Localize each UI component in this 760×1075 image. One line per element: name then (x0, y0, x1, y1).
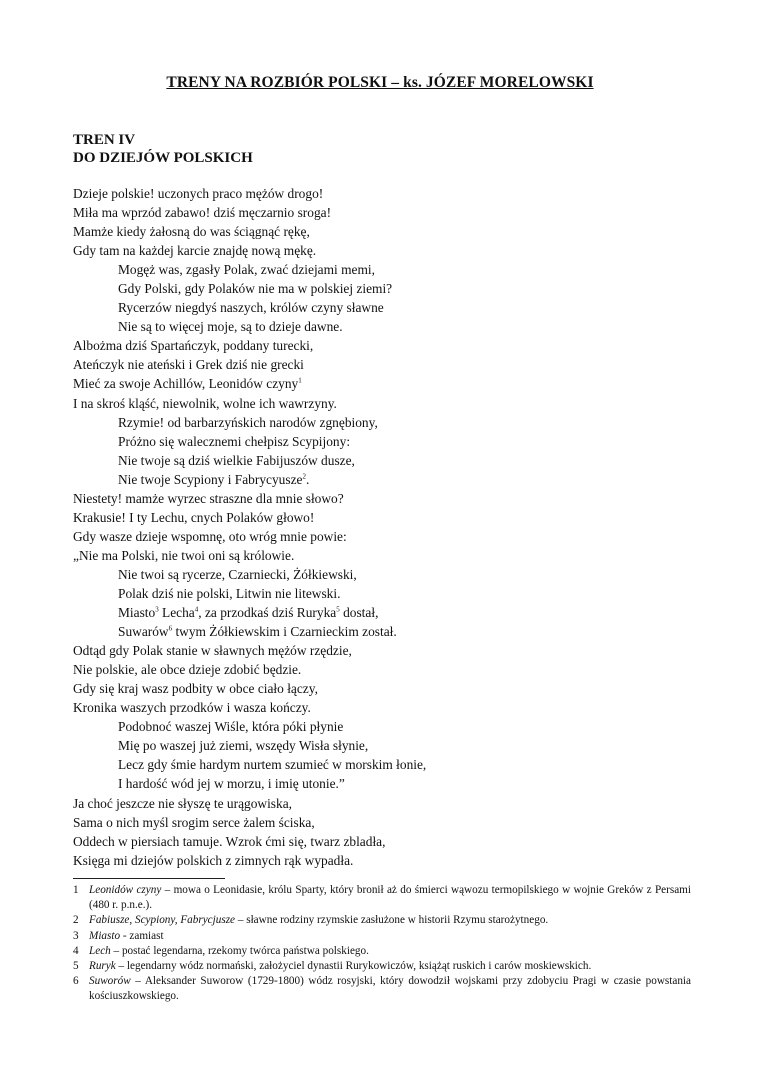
footnote-body (89, 883, 691, 913)
poem-line-text: I hardość wód jej w morzu, i imię utonie.” (118, 776, 345, 792)
poem-line-text: Gdy tam na każdej karcie znajdę nową mękę. (73, 243, 317, 259)
footnote (73, 959, 691, 974)
poem-title: DO DZIEJÓW POLSKICH (73, 150, 253, 166)
poem-line-text: Mię po waszej już ziemi, wszędy Wisła słynie, (118, 738, 369, 754)
footnotes (73, 883, 691, 1005)
poem-line-text: Nie polskie, ale obce dzieje zdobić będzie. (73, 662, 302, 678)
poem-line-text: Kronika waszych przodków i wasza kończy. (73, 700, 311, 716)
poem-line-text: Próżno się walecznemi chełpisz Scypijony: (118, 433, 351, 449)
poem-line-text: Gdy Polski, gdy Polaków nie ma w polskiej ziemi? (118, 281, 393, 297)
poem-number: TREN IV (73, 132, 136, 148)
poem-line (73, 794, 713, 813)
poem-line-text: Sama o nich myśl srogim serce żalem ściska, (73, 814, 315, 830)
poem-line (73, 527, 713, 546)
footnote-separator (73, 878, 225, 879)
poem-line-text: Ateńczyk nie ateński i Grek dziś nie grecki (73, 357, 304, 373)
poem-line-text: Ja choć jeszcze nie słyszę te urągowiska, (73, 795, 292, 811)
footnote-term: Ruryk (89, 960, 116, 973)
poem-line (73, 279, 713, 298)
poem-line (73, 641, 713, 660)
poem-line-text: Lecha (158, 605, 195, 621)
footnote-text: – legendarny wódz normański, założyciel dynastii Rurykowiczów, książąt ruskich i carów moskiewskich. (115, 960, 592, 973)
footnote-term: Miasto (89, 929, 121, 942)
poem-line-text: Dzieje polskie! uczonych praco mężów drogo! (73, 186, 324, 201)
poem-line (73, 660, 713, 679)
footnote-body (89, 974, 691, 1004)
footnote (73, 883, 691, 913)
footnote-ref: 5 (336, 605, 340, 614)
poem-line (73, 813, 713, 832)
footnote-body (89, 913, 691, 928)
footnote-body (89, 959, 691, 974)
poem-line-text: Księga mi dziejów polskich z zimnych rąk wypadła. (73, 852, 354, 868)
poem-line (73, 432, 713, 451)
poem-line (73, 451, 713, 470)
poem-line-text: dostał, (339, 605, 379, 621)
poem-line-text: Miła ma wprzód zabawo! dziś męczarnio sroga! (73, 205, 332, 221)
poem-line (73, 241, 713, 260)
footnote-text: – Aleksander Suworow (1729-1800) wódz rosyjski, który dowodził wojskami przy zdobyciu Pragi w czasie powstania kościuszkowskiego. (89, 975, 691, 1003)
poem-line (73, 622, 713, 641)
poem-line (73, 832, 713, 851)
poem-line-punct: . (305, 471, 310, 487)
footnote-number: 4 (73, 944, 79, 957)
footnote (73, 974, 691, 1004)
poem-line-text: twym Żółkiewskim i Czarnieckim został. (172, 624, 397, 640)
poem-line-text: Mogęż was, zgasły Polak, zwać dziejami memi, (118, 262, 375, 278)
poem-line-text: Miasto (118, 605, 156, 621)
footnote-text: – sławne rodziny rzymskie zasłużone w historii Rzymu starożytnego. (235, 914, 549, 927)
poem-line (73, 755, 713, 774)
footnote-ref: 3 (155, 605, 159, 614)
poem-line (73, 298, 713, 317)
poem-line-text: Mieć za swoje Achillów, Leonidów czyny (73, 376, 299, 392)
footnote-number: 3 (73, 929, 79, 942)
footnote (73, 944, 691, 959)
footnote (73, 913, 691, 928)
poem-line (73, 565, 713, 584)
footnote (73, 929, 691, 944)
poem-line (73, 736, 713, 755)
poem-line (73, 717, 713, 736)
footnote-body (89, 929, 691, 944)
poem-line (73, 774, 713, 793)
footnote-text: – postać legendarna, rzekomy twórca państwa polskiego. (110, 944, 369, 957)
poem-line (73, 413, 713, 432)
poem-line (73, 679, 713, 698)
poem-line-text: Lecz gdy śmie hardym nurtem szumieć w morskim łonie, (118, 757, 427, 773)
footnote-text: – mowa o Leonidasie, królu Sparty, który bronił aż do śmierci wąwozu termopilskiego w wojnie Greków z Persami (480 r. p.n.e.). (89, 884, 691, 912)
footnote-body (89, 944, 691, 959)
poem-line (73, 470, 713, 489)
footnote-term: Lech (89, 944, 111, 957)
footnote-term: Leonidów czyny (89, 884, 162, 896)
poem-line-text: Polak dziś nie polski, Litwin nie litewski. (118, 585, 341, 601)
poem-line (73, 203, 713, 222)
poem-line-text: Albożma dziś Spartańczyk, poddany turecki, (73, 338, 314, 354)
poem-line (73, 698, 713, 717)
poem-line (73, 260, 713, 279)
poem-line (73, 851, 713, 870)
poem-line-text: Podobnoć waszej Wiśle, która póki płynie (118, 719, 344, 735)
footnote-ref: 2 (302, 472, 306, 481)
poem-heading (73, 131, 253, 167)
footnote-number: 6 (73, 975, 79, 988)
poem-line-text: I na skroś kląść, niewolnik, wolne ich wawrzyny. (73, 395, 337, 411)
poem-line (73, 355, 713, 374)
footnote-ref: 1 (298, 377, 302, 385)
poem-line (73, 489, 713, 508)
poem-line (73, 603, 713, 622)
footnote-number: 2 (73, 914, 79, 927)
poem-line-text: Niestety! mamże wyrzec straszne dla mnie słowo? (73, 490, 344, 506)
footnote-ref: 6 (168, 624, 173, 633)
poem-line (73, 508, 713, 527)
document-title: TRENY NA ROZBIÓR POLSKI – ks. JÓZEF MORELOWSKI (166, 74, 594, 91)
poem-line-text: „Nie ma Polski, nie twoi oni są królowie. (73, 547, 295, 563)
poem-line-text: Rzymie! od barbarzyńskich narodów zgnębiony, (118, 414, 378, 430)
poem-line-text: Gdy się kraj wasz podbity w obce ciało łączy, (73, 681, 318, 697)
poem-body (73, 184, 713, 870)
poem-line (73, 184, 713, 203)
poem-line (73, 374, 713, 393)
poem-line-text: Gdy wasze dzieje wspomnę, oto wróg mnie powie: (73, 528, 347, 544)
poem-line-text: , za przodkaś dziś Ruryka (198, 605, 337, 621)
poem-line (73, 317, 713, 336)
poem-line-text: Mamże kiedy żałosną do was ściągnąć rękę, (73, 224, 310, 240)
poem-line (73, 394, 713, 413)
poem-line-text: Nie twoi są rycerze, Czarniecki, Żółkiewski, (118, 566, 357, 582)
footnote-text: - zamiast (120, 929, 164, 942)
poem-line (73, 546, 713, 565)
footnote-term: Fabiusze, Scypiony, Fabrycjusze (89, 914, 236, 927)
poem-line-text: Nie twoje są dziś wielkie Fabijuszów dusze, (118, 452, 355, 468)
poem-line (73, 222, 713, 241)
poem-line-text: Odtąd gdy Polak stanie w sławnych mężów rzędzie, (73, 643, 352, 659)
footnote-term: Suworów (89, 975, 131, 988)
poem-line (73, 584, 713, 603)
footnote-number: 1 (73, 884, 79, 896)
poem-line-text: Nie twoje Scypiony i Fabrycyusze (118, 471, 303, 487)
footnote-ref: 4 (194, 605, 199, 614)
poem-line-text: Rycerzów niegdyś naszych, królów czyny sławne (118, 300, 384, 316)
poem-line-text: Krakusie! I ty Lechu, cnych Polaków głowo! (73, 509, 315, 525)
poem-line-text: Nie są to więcej moje, są to dzieje dawne. (118, 319, 343, 335)
poem-line-text: Oddech w piersiach tamuje. Wzrok ćmi się, twarz zbladła, (73, 833, 386, 849)
footnote-number: 5 (73, 960, 79, 973)
poem-line-text: Suwarów (118, 624, 169, 640)
poem-line (73, 336, 713, 355)
